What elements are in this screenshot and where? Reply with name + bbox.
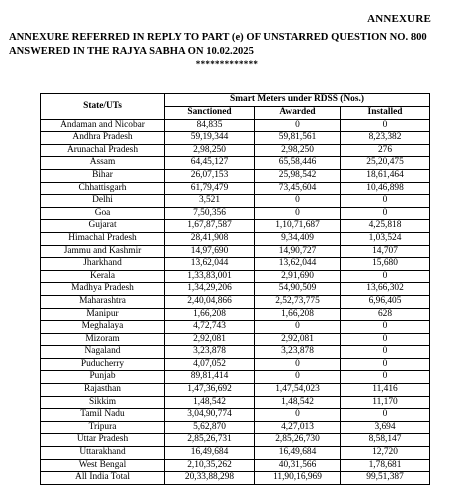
installed-cell: 12,720 xyxy=(341,447,430,460)
installed-cell: 0 xyxy=(341,119,430,132)
table-row xyxy=(41,283,430,296)
sanctioned-cell: 4,07,052 xyxy=(165,358,255,371)
heading-line-1: ANNEXURE REFERRED IN REPLY TO PART (e) OF UNSTARRED QUESTION NO. 800 xyxy=(9,32,427,43)
annexure-label: ANNEXURE xyxy=(367,13,431,25)
installed-cell: 0 xyxy=(341,409,430,422)
awarded-cell: 2,92,081 xyxy=(255,333,341,346)
state-cell: Andaman and Nicobar xyxy=(41,119,165,132)
table-row xyxy=(41,207,430,220)
installed-cell: 13,66,302 xyxy=(341,283,430,296)
installed-cell: 628 xyxy=(341,308,430,321)
awarded-cell: 2,91,690 xyxy=(255,270,341,283)
table-row xyxy=(41,434,430,447)
installed-cell: 11,416 xyxy=(341,384,430,397)
group-column-header: Smart Meters under RDSS (Nos.) xyxy=(165,94,430,107)
table-row xyxy=(41,447,430,460)
state-cell: Jharkhand xyxy=(41,258,165,271)
sanctioned-cell: 20,33,88,298 xyxy=(165,472,255,485)
table-row xyxy=(41,157,430,170)
table-row xyxy=(41,333,430,346)
table-row xyxy=(41,132,430,145)
state-cell: Manipur xyxy=(41,308,165,321)
state-cell: Meghalaya xyxy=(41,321,165,334)
state-cell: Andhra Pradesh xyxy=(41,132,165,145)
state-cell: Maharashtra xyxy=(41,295,165,308)
table-row xyxy=(41,169,430,182)
table-row xyxy=(41,409,430,422)
awarded-cell: 1,48,542 xyxy=(255,396,341,409)
awarded-cell: 2,52,73,775 xyxy=(255,295,341,308)
table-row xyxy=(41,384,430,397)
sanctioned-cell: 2,92,081 xyxy=(165,333,255,346)
awarded-cell: 3,23,878 xyxy=(255,346,341,359)
awarded-cell: 40,31,566 xyxy=(255,459,341,472)
state-cell: Punjab xyxy=(41,371,165,384)
state-cell: Goa xyxy=(41,207,165,220)
sanctioned-cell: 59,19,344 xyxy=(165,132,255,145)
sanctioned-cell: 1,48,542 xyxy=(165,396,255,409)
awarded-cell: 25,98,542 xyxy=(255,169,341,182)
awarded-cell: 16,49,684 xyxy=(255,447,341,460)
table-row xyxy=(41,270,430,283)
awarded-cell: 14,90,727 xyxy=(255,245,341,258)
table-row xyxy=(41,182,430,195)
awarded-cell: 59,81,561 xyxy=(255,132,341,145)
installed-cell: 0 xyxy=(341,346,430,359)
state-cell: Tripura xyxy=(41,421,165,434)
state-cell: Arunachal Pradesh xyxy=(41,144,165,157)
sanctioned-cell: 7,50,356 xyxy=(165,207,255,220)
awarded-cell: 2,85,26,730 xyxy=(255,434,341,447)
awarded-cell: 1,66,208 xyxy=(255,308,341,321)
awarded-cell: 4,27,013 xyxy=(255,421,341,434)
state-cell: Himachal Pradesh xyxy=(41,232,165,245)
installed-cell: 3,694 xyxy=(341,421,430,434)
state-cell: Kerala xyxy=(41,270,165,283)
heading-line-2: ANSWERED IN THE RAJYA SABHA ON 10.02.2025 xyxy=(9,46,254,57)
installed-cell: 276 xyxy=(341,144,430,157)
state-cell: Chhattisgarh xyxy=(41,182,165,195)
smart-meters-table xyxy=(40,93,430,485)
installed-cell: 0 xyxy=(341,371,430,384)
installed-cell: 11,170 xyxy=(341,396,430,409)
state-column-header: State/UTs xyxy=(41,94,165,120)
installed-cell: 4,25,818 xyxy=(341,220,430,233)
awarded-cell: 0 xyxy=(255,321,341,334)
sanctioned-cell: 26,07,153 xyxy=(165,169,255,182)
sanctioned-cell: 3,23,878 xyxy=(165,346,255,359)
state-cell: Delhi xyxy=(41,195,165,208)
installed-cell: 99,51,387 xyxy=(341,472,430,485)
installed-cell: 25,20,475 xyxy=(341,157,430,170)
awarded-cell: 13,62,044 xyxy=(255,258,341,271)
installed-cell: 14,707 xyxy=(341,245,430,258)
sanctioned-cell: 84,835 xyxy=(165,119,255,132)
state-cell: Nagaland xyxy=(41,346,165,359)
table-row xyxy=(41,220,430,233)
sanctioned-cell: 4,72,743 xyxy=(165,321,255,334)
table-row xyxy=(41,245,430,258)
awarded-cell: 0 xyxy=(255,195,341,208)
sanctioned-cell: 2,10,35,262 xyxy=(165,459,255,472)
table-row xyxy=(41,358,430,371)
awarded-cell: 0 xyxy=(255,409,341,422)
separator-stars: ************* xyxy=(195,59,259,69)
awarded-cell: 1,10,71,687 xyxy=(255,220,341,233)
installed-cell: 8,23,382 xyxy=(341,132,430,145)
sanctioned-cell: 2,40,04,866 xyxy=(165,295,255,308)
table-row xyxy=(41,195,430,208)
installed-cell: 0 xyxy=(341,195,430,208)
state-cell: Jammu and Kashmir xyxy=(41,245,165,258)
sanctioned-cell: 13,62,044 xyxy=(165,258,255,271)
sanctioned-cell: 5,62,870 xyxy=(165,421,255,434)
installed-cell: 8,58,147 xyxy=(341,434,430,447)
sanctioned-cell: 1,47,36,692 xyxy=(165,384,255,397)
state-cell: Tamil Nadu xyxy=(41,409,165,422)
table-body xyxy=(41,119,430,484)
installed-cell: 1,03,524 xyxy=(341,232,430,245)
state-cell: Puducherry xyxy=(41,358,165,371)
table-row xyxy=(41,321,430,334)
sanctioned-cell: 2,98,250 xyxy=(165,144,255,157)
sanctioned-cell: 16,49,684 xyxy=(165,447,255,460)
installed-cell: 10,46,898 xyxy=(341,182,430,195)
table-row xyxy=(41,421,430,434)
table-row xyxy=(41,258,430,271)
state-cell: Bihar xyxy=(41,169,165,182)
state-cell: Uttarakhand xyxy=(41,447,165,460)
table-row xyxy=(41,346,430,359)
state-cell: Assam xyxy=(41,157,165,170)
sanctioned-cell: 2,85,26,731 xyxy=(165,434,255,447)
sanctioned-cell: 3,04,90,774 xyxy=(165,409,255,422)
awarded-cell: 54,90,509 xyxy=(255,283,341,296)
state-cell: West Bengal xyxy=(41,459,165,472)
table-row xyxy=(41,472,430,485)
table-row xyxy=(41,119,430,132)
sanctioned-cell: 1,34,29,206 xyxy=(165,283,255,296)
awarded-cell: 73,45,604 xyxy=(255,182,341,195)
table-row xyxy=(41,459,430,472)
awarded-cell: 65,58,446 xyxy=(255,157,341,170)
table-row xyxy=(41,371,430,384)
sanctioned-cell: 28,41,908 xyxy=(165,232,255,245)
sanctioned-cell: 1,66,208 xyxy=(165,308,255,321)
installed-column-header: Installed xyxy=(341,107,430,120)
installed-cell: 0 xyxy=(341,321,430,334)
sanctioned-column-header: Sanctioned xyxy=(165,107,255,120)
table-row xyxy=(41,232,430,245)
sanctioned-cell: 1,67,87,587 xyxy=(165,220,255,233)
awarded-column-header: Awarded xyxy=(255,107,341,120)
sanctioned-cell: 3,521 xyxy=(165,195,255,208)
sanctioned-cell: 1,33,83,001 xyxy=(165,270,255,283)
state-cell: Uttar Pradesh xyxy=(41,434,165,447)
installed-cell: 0 xyxy=(341,333,430,346)
installed-cell: 15,680 xyxy=(341,258,430,271)
sanctioned-cell: 61,79,479 xyxy=(165,182,255,195)
awarded-cell: 0 xyxy=(255,358,341,371)
installed-cell: 18,61,464 xyxy=(341,169,430,182)
installed-cell: 0 xyxy=(341,270,430,283)
state-cell: Gujarat xyxy=(41,220,165,233)
awarded-cell: 1,47,54,023 xyxy=(255,384,341,397)
awarded-cell: 0 xyxy=(255,207,341,220)
awarded-cell: 11,90,16,969 xyxy=(255,472,341,485)
installed-cell: 1,78,681 xyxy=(341,459,430,472)
state-cell: Mizoram xyxy=(41,333,165,346)
document-heading xyxy=(9,31,445,59)
sanctioned-cell: 89,81,414 xyxy=(165,371,255,384)
state-cell: Rajasthan xyxy=(41,384,165,397)
table-row xyxy=(41,144,430,157)
table-row xyxy=(41,295,430,308)
awarded-cell: 9,34,409 xyxy=(255,232,341,245)
state-cell: Madhya Pradesh xyxy=(41,283,165,296)
table-row xyxy=(41,308,430,321)
awarded-cell: 0 xyxy=(255,371,341,384)
installed-cell: 6,96,405 xyxy=(341,295,430,308)
awarded-cell: 2,98,250 xyxy=(255,144,341,157)
state-cell: All India Total xyxy=(41,472,165,485)
sanctioned-cell: 14,97,690 xyxy=(165,245,255,258)
state-cell: Sikkim xyxy=(41,396,165,409)
awarded-cell: 0 xyxy=(255,119,341,132)
installed-cell: 0 xyxy=(341,207,430,220)
installed-cell: 0 xyxy=(341,358,430,371)
table-row xyxy=(41,396,430,409)
sanctioned-cell: 64,45,127 xyxy=(165,157,255,170)
